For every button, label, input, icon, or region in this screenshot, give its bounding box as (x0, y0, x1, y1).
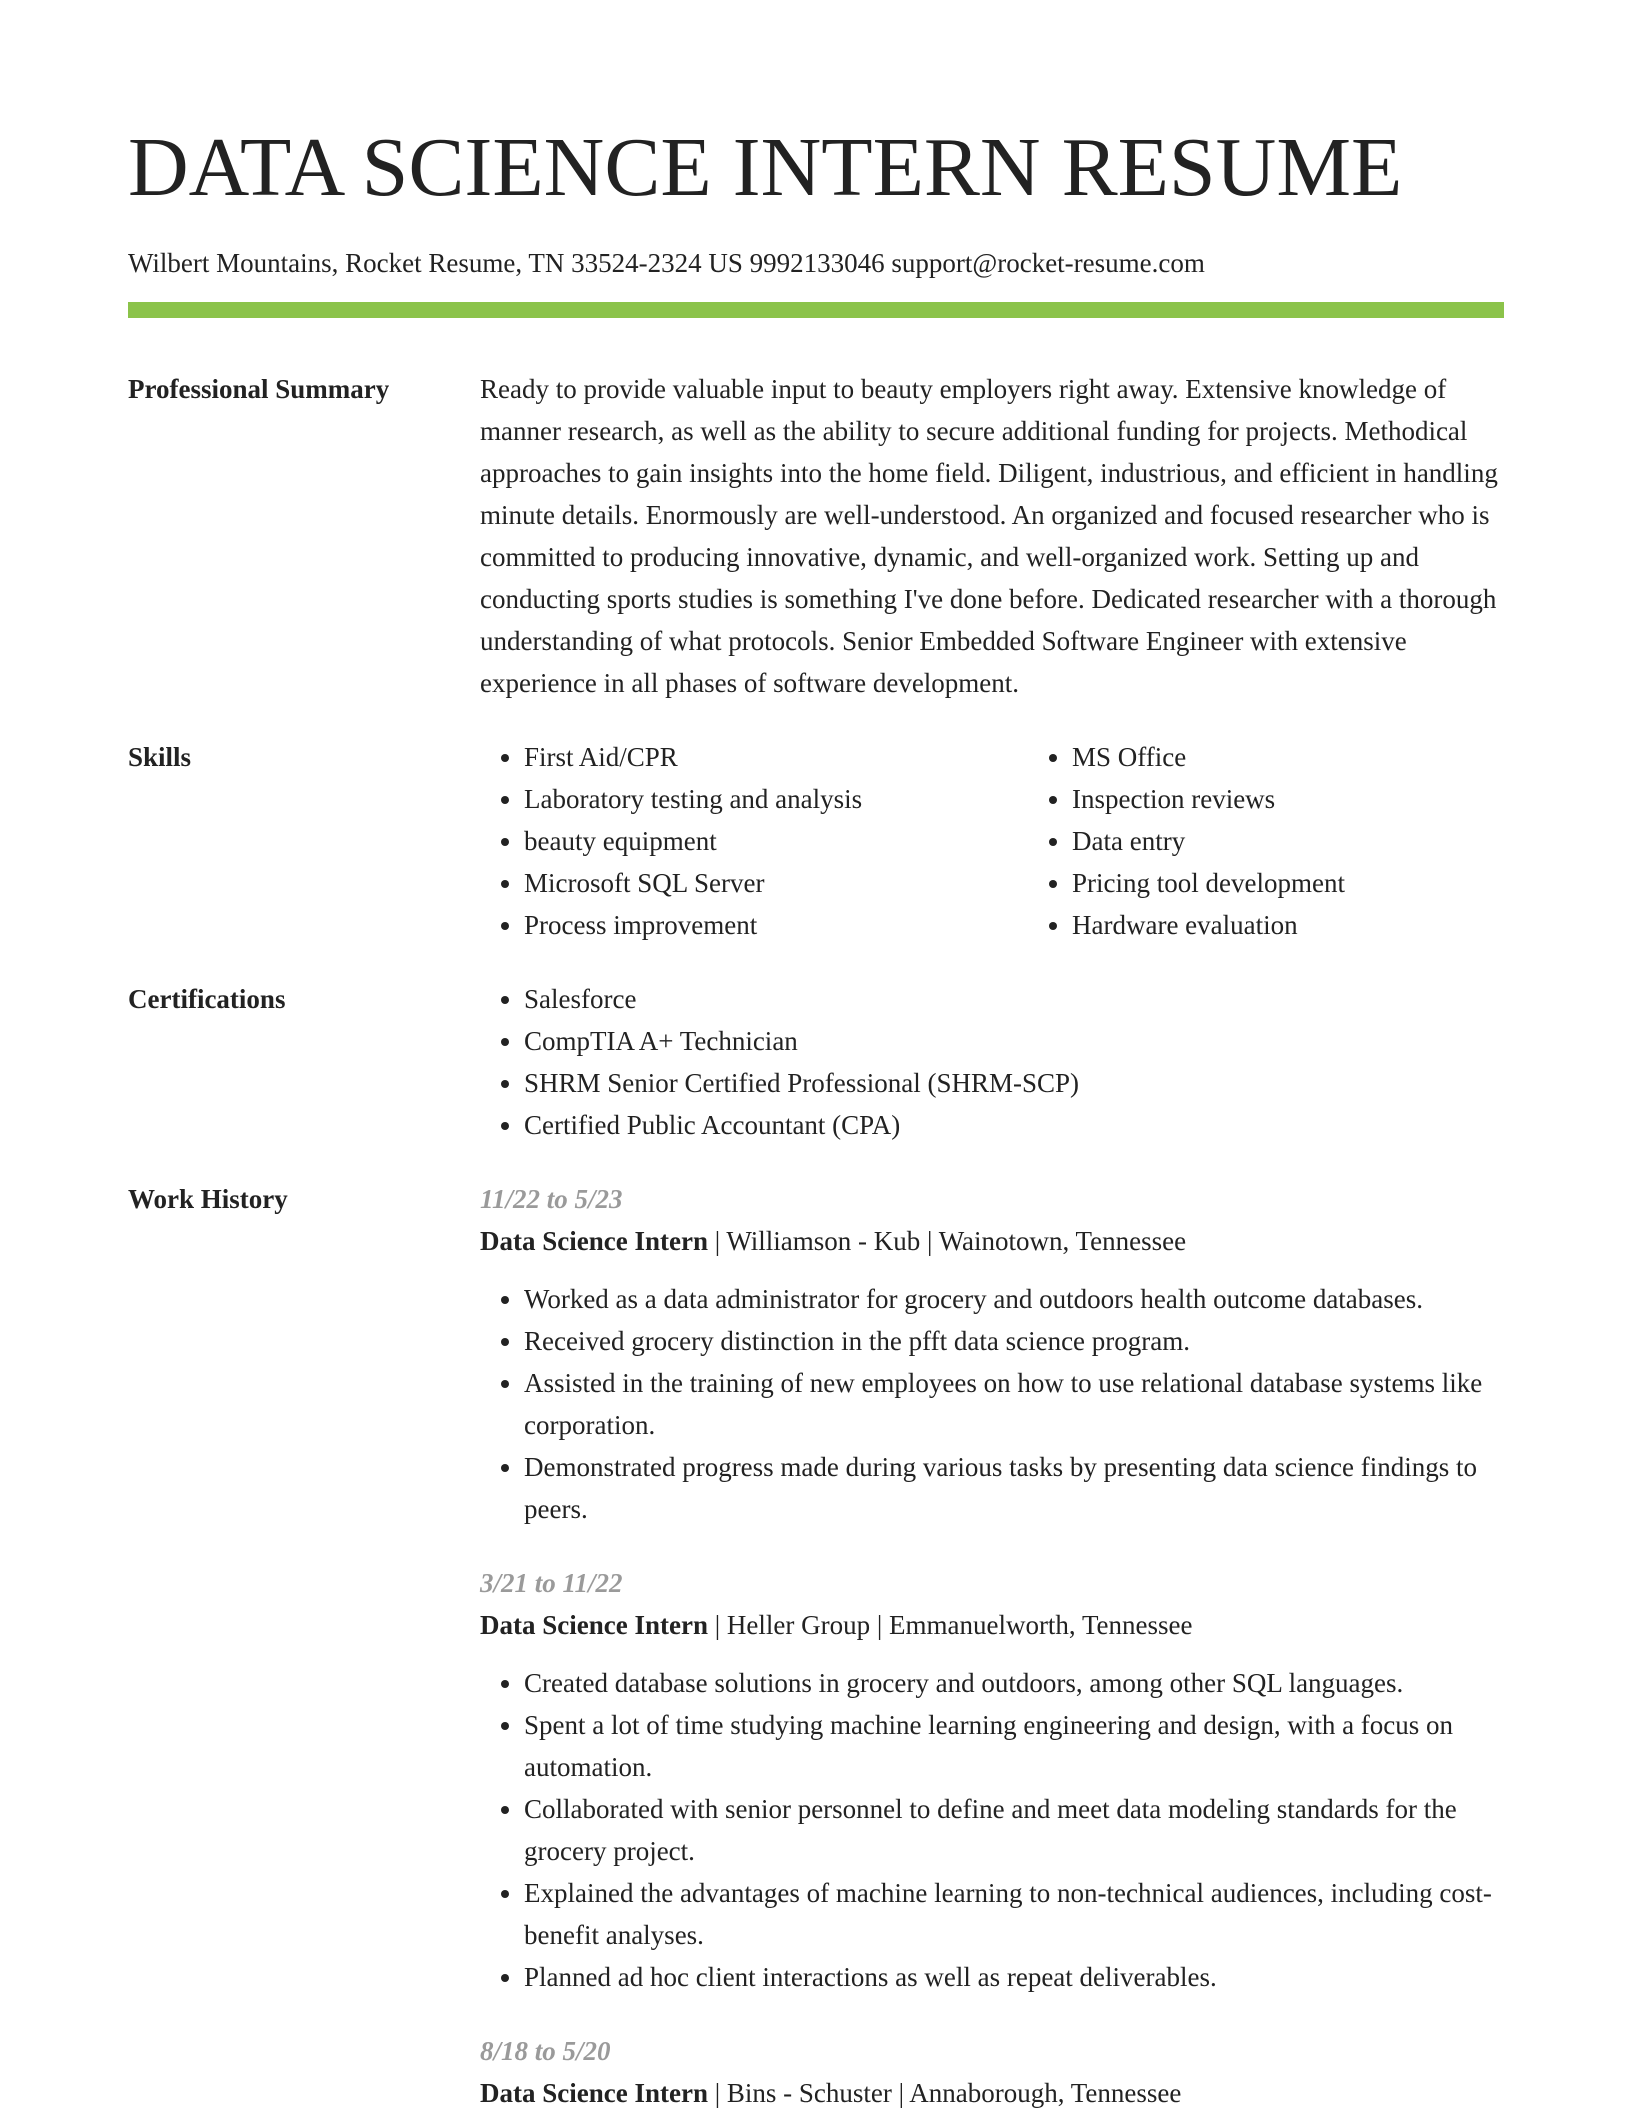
skill-item: • MS Office (1072, 736, 1345, 778)
job-bullet: • Collaborated with senior personnel to define and meet data modeling standards for the grocery project. (524, 1788, 1504, 1872)
skills-section (128, 736, 1504, 946)
job-employer-location: | Bins - Schuster | Annaborough, Tennessee (707, 2078, 1182, 2108)
job-bullet: • Demonstrated progress made during various tasks by presenting data science findings to peers. (524, 1446, 1504, 1530)
job-dates: 11/22 to 5/23 (480, 1184, 623, 1214)
certifications-label: Certifications (128, 984, 286, 1014)
job-entry (480, 1178, 1504, 1530)
skill-item: • Laboratory testing and analysis (524, 778, 1028, 820)
skill-item: • Pricing tool development (1072, 862, 1345, 904)
contact-line: Wilbert Mountains, Rocket Resume, TN 33524-2324 US 9992133046 support@rocket-resume.com (128, 248, 1205, 278)
job-title: Data Science Intern (480, 2078, 708, 2108)
work-history-label: Work History (128, 1184, 288, 1214)
job-bullet: • Spent a lot of time studying machine learning engineering and design, with a focus on automation. (524, 1704, 1504, 1788)
certifications-section (128, 978, 1504, 1146)
job-title: Data Science Intern (480, 1610, 708, 1640)
job-bullet: • Planned ad hoc client interactions as well as repeat deliverables. (524, 1956, 1504, 1998)
job-heading (480, 1220, 1504, 1262)
skill-item: • Inspection reviews (1072, 778, 1345, 820)
summary-section (128, 368, 1504, 704)
resume-page (128, 0, 1504, 2114)
job-entry (480, 2030, 1504, 2114)
skill-item: • Hardware evaluation (1072, 904, 1345, 946)
job-heading (480, 1604, 1504, 1646)
work-history-section (128, 1178, 1504, 2114)
certification-item: • Certified Public Accountant (CPA) (524, 1104, 1504, 1146)
job-heading (480, 2072, 1504, 2114)
job-title: Data Science Intern (480, 1226, 708, 1256)
skill-item: • Data entry (1072, 820, 1345, 862)
certifications-list (480, 978, 1504, 1146)
skills-list-right (1028, 736, 1345, 946)
job-dates: 3/21 to 11/22 (480, 1568, 623, 1598)
certification-item: • Salesforce (524, 978, 1504, 1020)
certification-item: • CompTIA A+ Technician (524, 1020, 1504, 1062)
job-bullet: • Explained the advantages of machine learning to non-technical audiences, including cost-benefit analyses. (524, 1872, 1504, 1956)
resume-title: DATA SCIENCE INTERN RESUME (128, 121, 1403, 214)
skill-item: • First Aid/CPR (524, 736, 1028, 778)
skills-list-left (480, 736, 1028, 946)
skill-item: • beauty equipment (524, 820, 1028, 862)
job-bullet: • Assisted in the training of new employees on how to use relational database systems like corporation. (524, 1362, 1504, 1446)
skill-item: • Process improvement (524, 904, 1028, 946)
job-employer-location: | Heller Group | Emmanuelworth, Tennessee (707, 1610, 1193, 1640)
skills-label: Skills (128, 742, 192, 772)
job-bullet: • Received grocery distinction in the pfft data science program. (524, 1320, 1504, 1362)
header-divider (128, 302, 1504, 318)
job-entry (480, 1562, 1504, 1998)
job-bullets (480, 1662, 1504, 1998)
job-employer-location: | Williamson - Kub | Wainotown, Tennessee (707, 1226, 1187, 1256)
summary-label: Professional Summary (128, 374, 390, 404)
skill-item: • Microsoft SQL Server (524, 862, 1028, 904)
job-bullet: • Worked as a data administrator for grocery and outdoors health outcome databases. (524, 1278, 1504, 1320)
certification-item: • SHRM Senior Certified Professional (SHRM-SCP) (524, 1062, 1504, 1104)
job-bullet: • Created database solutions in grocery and outdoors, among other SQL languages. (524, 1662, 1504, 1704)
job-dates: 8/18 to 5/20 (480, 2036, 611, 2066)
job-bullets (480, 1278, 1504, 1530)
summary-text: Ready to provide valuable input to beauty employers right away. Extensive knowledge of manner research, as well as the ability to secure additional funding for projects. Methodical approaches to gain insights into the home field. Diligent, industrious, and efficient in handling minute details. Enormously are well-understood. An organized and focused researcher who is committed to producing innovative, dynamic, and well-organized work. Setting up and conducting sports studies is something I've done before. Dedicated researcher with a thorough understanding of what protocols. Senior Embedded Software Engineer with extensive experience in all phases of software development. (480, 374, 1498, 698)
